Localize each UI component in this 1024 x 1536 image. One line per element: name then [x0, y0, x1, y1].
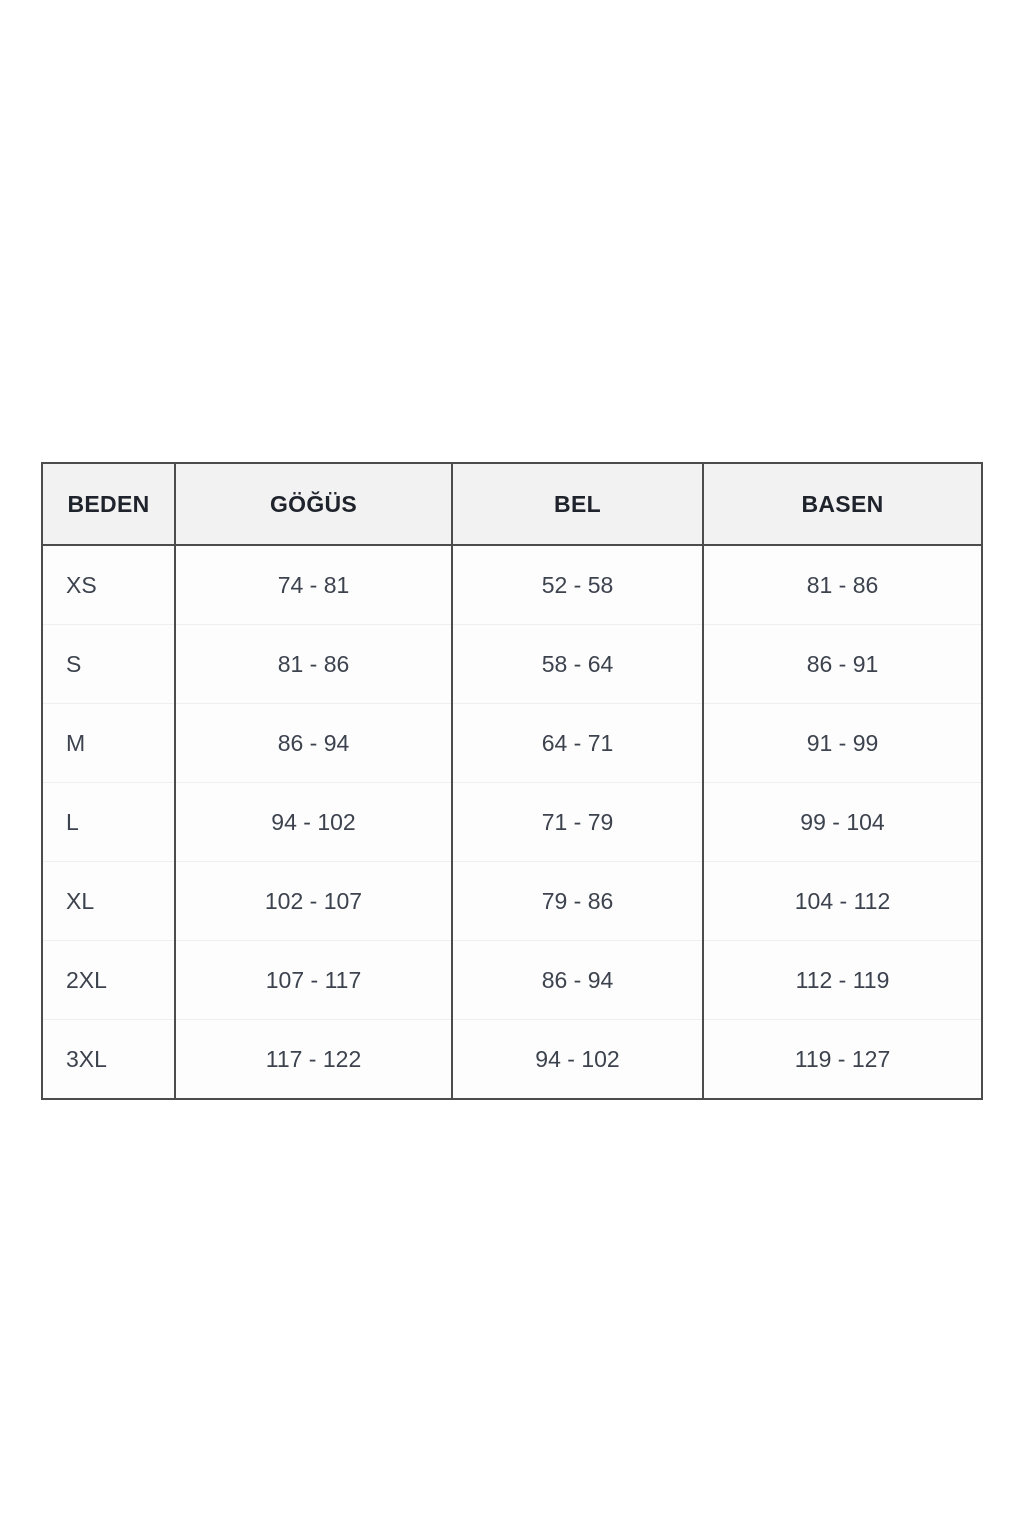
chest-cell: 86 - 94 [175, 704, 452, 783]
table-row [42, 545, 982, 625]
hips-cell: 99 - 104 [703, 783, 982, 862]
table-row [42, 625, 982, 704]
size-chart-table [41, 462, 983, 1100]
hips-cell: 91 - 99 [703, 704, 982, 783]
chest-cell: 94 - 102 [175, 783, 452, 862]
column-header-size: BEDEN [42, 463, 175, 545]
waist-cell: 58 - 64 [452, 625, 703, 704]
size-chart-header [42, 463, 982, 545]
size-cell: 2XL [42, 941, 175, 1020]
table-row [42, 704, 982, 783]
hips-cell: 86 - 91 [703, 625, 982, 704]
size-chart [41, 462, 981, 1100]
hips-cell: 119 - 127 [703, 1020, 982, 1100]
table-row [42, 941, 982, 1020]
waist-cell: 71 - 79 [452, 783, 703, 862]
chest-cell: 74 - 81 [175, 545, 452, 625]
header-row [42, 463, 982, 545]
waist-cell: 52 - 58 [452, 545, 703, 625]
size-chart-body [42, 545, 982, 1099]
waist-cell: 94 - 102 [452, 1020, 703, 1100]
waist-cell: 64 - 71 [452, 704, 703, 783]
column-header-waist: BEL [452, 463, 703, 545]
table-row [42, 783, 982, 862]
size-cell: S [42, 625, 175, 704]
hips-cell: 104 - 112 [703, 862, 982, 941]
chest-cell: 102 - 107 [175, 862, 452, 941]
waist-cell: 86 - 94 [452, 941, 703, 1020]
table-row [42, 862, 982, 941]
waist-cell: 79 - 86 [452, 862, 703, 941]
size-cell: 3XL [42, 1020, 175, 1100]
chest-cell: 107 - 117 [175, 941, 452, 1020]
hips-cell: 112 - 119 [703, 941, 982, 1020]
column-header-chest: GÖĞÜS [175, 463, 452, 545]
hips-cell: 81 - 86 [703, 545, 982, 625]
column-header-hips: BASEN [703, 463, 982, 545]
chest-cell: 117 - 122 [175, 1020, 452, 1100]
size-cell: XS [66, 571, 97, 598]
chest-cell: 81 - 86 [175, 625, 452, 704]
size-cell: XL [42, 862, 175, 941]
size-cell: M [42, 704, 175, 783]
table-row [42, 1020, 982, 1100]
size-cell: L [42, 783, 175, 862]
